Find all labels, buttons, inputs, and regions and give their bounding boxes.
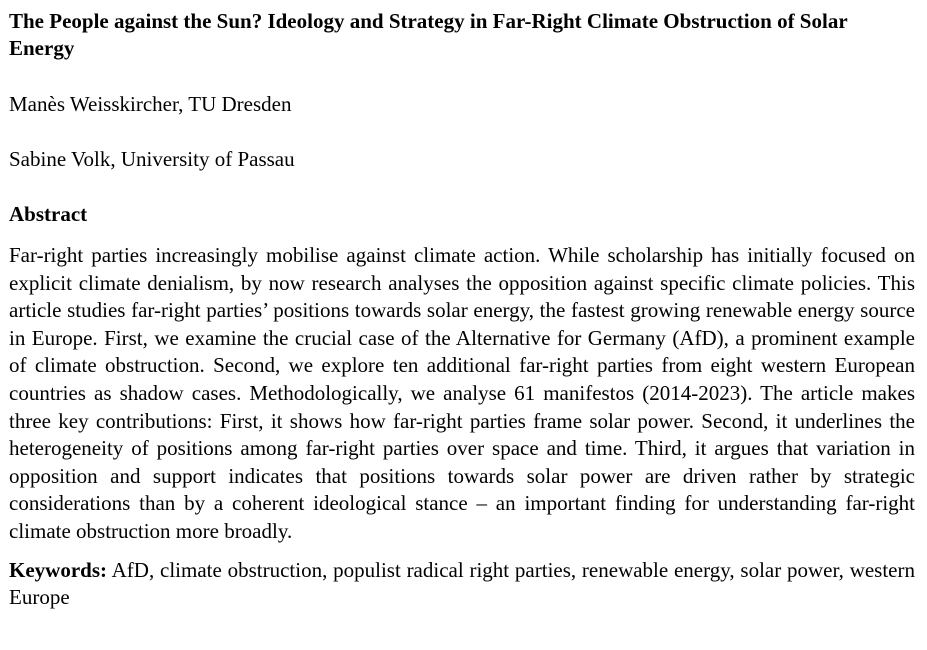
author-line-1: Manès Weisskircher, TU Dresden (9, 92, 292, 116)
abstract-heading: Abstract (9, 202, 88, 226)
abstract-body: Far-right parties increasingly mobilise against climate action. While scholarship has initially focused on explicit climate denialism, by now research analyses the opposition against specific climate policies. This article studies far-right parties’ positions towards solar energy, the fastest growing renewable energy source in Europe. First, we examine the crucial case of the Alternative for Germany (AfD), a prominent example of climate obstruction. Second, we explore ten additional far-right parties from eight western European countries as shadow cases. Methodologically, we analyse 61 manifestos (2014-2023). The article makes three key contributions: First, it shows how far-right parties frame solar power. Second, it underlines the heterogeneity of positions among far-right parties over space and time. Third, it argues that variation in opposition and support indicates that positions towards solar power are driven rather by strategic considerations than by a coherent ideological stance – an important finding for understanding far-right climate obstruction more broadly. (9, 243, 915, 543)
keywords-text: AfD, climate obstruction, populist radical right parties, renewable energy, solar power, western Europe (9, 557, 916, 609)
keywords-line (9, 557, 915, 611)
keywords-label: Keywords: (9, 557, 107, 582)
author-line-2: Sabine Volk, University of Passau (9, 147, 295, 171)
paper-title: The People against the Sun? Ideology and Strategy in Far-Right Climate Obstruction of Solar Energy (9, 9, 848, 60)
paper-page (9, 8, 915, 611)
